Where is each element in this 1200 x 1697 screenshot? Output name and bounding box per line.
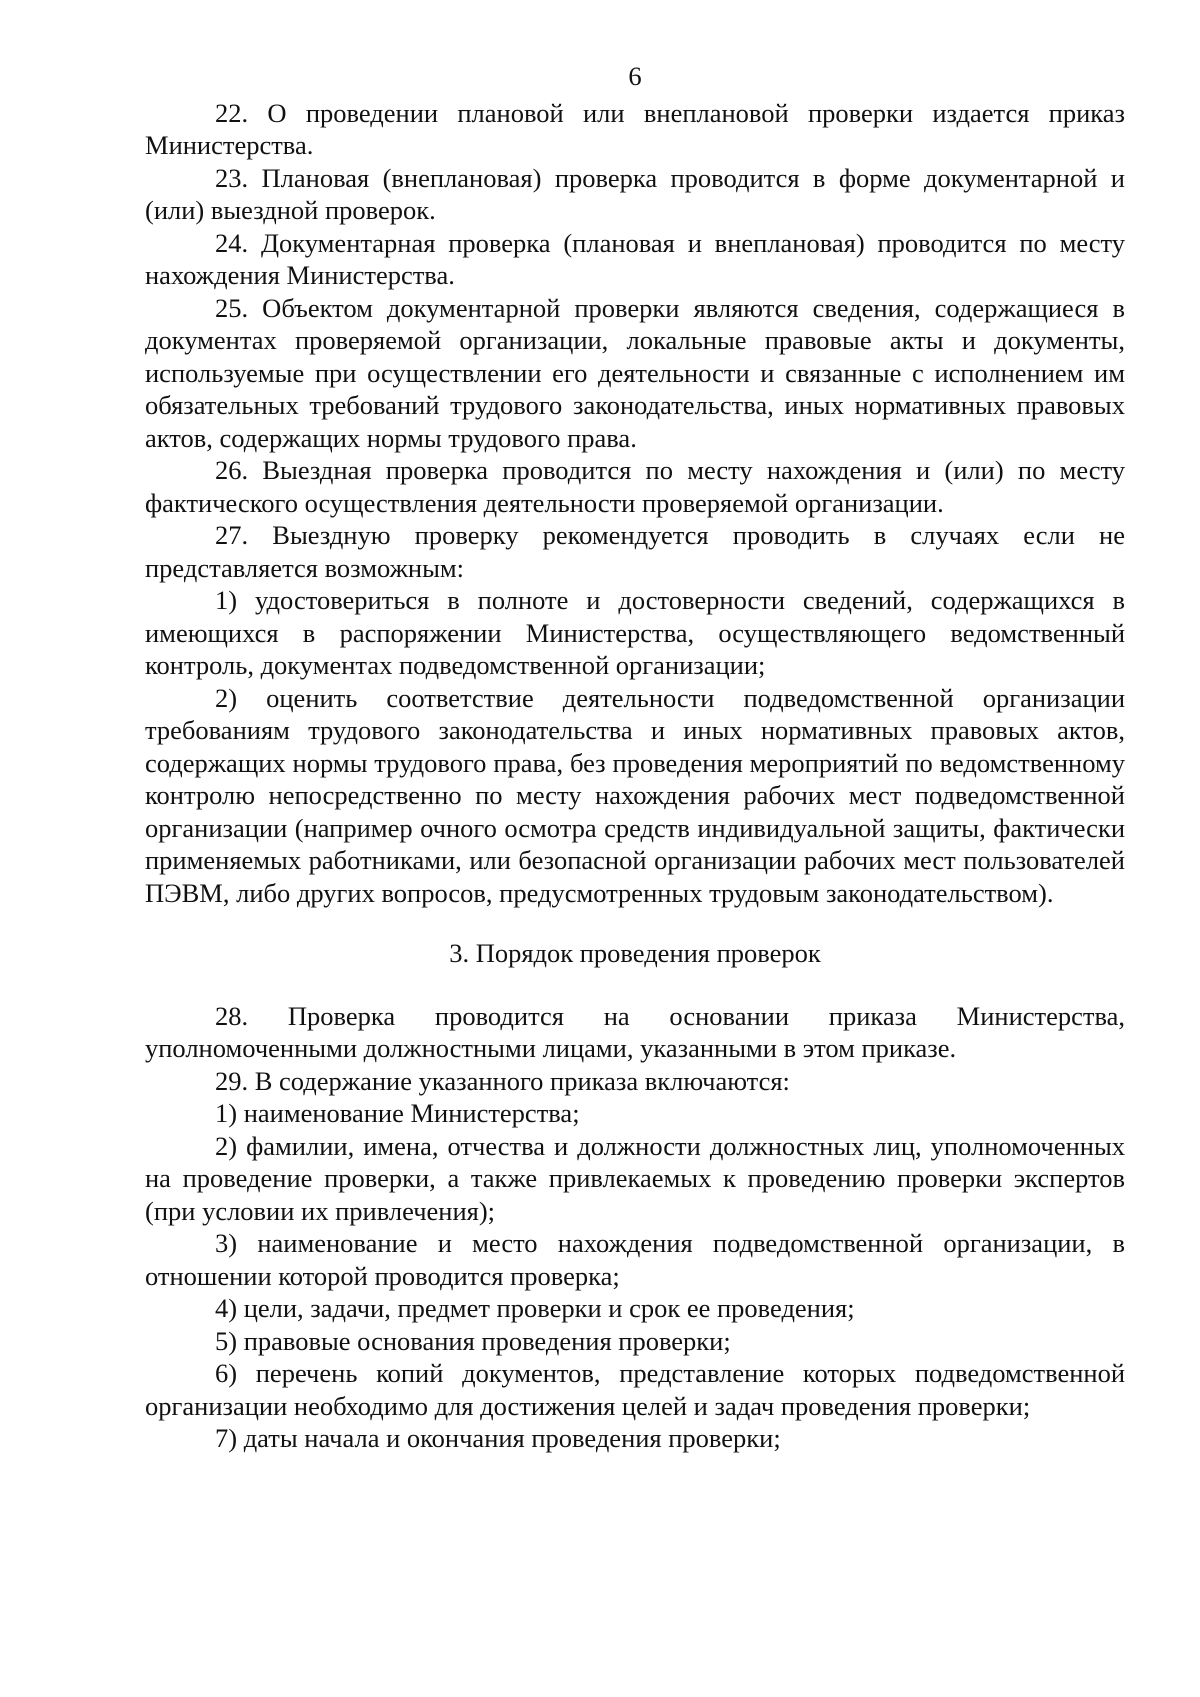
paragraph-26: 26. Выездная проверка проводится по месту нахождения и (или) по месту фактического осуществления деятельности проверяемой организации. [145, 455, 1125, 518]
paragraph-25: 25. Объектом документарной проверки являются сведения, содержащиеся в документах проверяемой организации, локальные правовые акты и документы, используемые при осуществлении его деятельности и связанные с исполнением им обязательных требований трудового законодательства, иных нормативных правовых актов, содержащих нормы трудового права. [145, 292, 1125, 453]
paragraph-29-item-1: 1) наименование Министерства; [215, 1098, 580, 1128]
paragraph-27-item-1: 1) удостовериться в полноте и достоверности сведений, содержащихся в имеющихся в распоряжении Министерства, осуществляющего ведомственный контроль, документах подведомственной организации; [145, 585, 1125, 680]
paragraph-29-item-3: 3) наименование и место нахождения подведомственной организации, в отношении которой проводится проверка; [145, 1228, 1125, 1291]
paragraph-22: 22. О проведении плановой или внеплановой проверки издается приказ Министерства. [145, 97, 1125, 160]
paragraph-29-item-4: 4) цели, задачи, предмет проверки и срок ее проведения; [215, 1293, 855, 1323]
paragraph-28: 28. Проверка проводится на основании приказа Министерства, уполномоченными должностными лицами, указанными в этом приказе. [145, 1000, 1125, 1063]
paragraph-27: 27. Выездную проверку рекомендуется проводить в случаях если не представляется возможным: [145, 520, 1125, 583]
document-page [145, 60, 1125, 1455]
paragraph-27-item-2: 2) оценить соответствие деятельности подведомственной организации требованиям трудового законодательства и иных нормативных правовых актов, содержащих нормы трудового права, без проведения мероприятий по ведомственному контролю непосредственно по месту нахождения рабочих мест подведомственной организации (например очного осмотра средств индивидуальной защиты, фактически применяемых работниками, или безопасной организации рабочих мест пользователей ПЭВМ, либо других вопросов, предусмотренных трудовым законодательством). [145, 682, 1125, 908]
paragraph-29-item-7: 7) даты начала и окончания проведения проверки; [215, 1423, 781, 1453]
paragraph-29-item-2: 2) фамилии, имена, отчества и должности должностных лиц, уполномоченных на проведение проверки, а также привлекаемых к проведению проверки экспертов (при условии их привлечения); [145, 1130, 1125, 1226]
paragraph-29-item-6: 6) перечень копий документов, представление которых подведомственной организации необходимо для достижения целей и задач проведения проверки; [145, 1358, 1125, 1421]
paragraph-29-item-5: 5) правовые основания проведения проверки; [215, 1325, 731, 1356]
paragraph-24: 24. Документарная проверка (плановая и внеплановая) проводится по месту нахождения Министерства. [145, 227, 1125, 290]
paragraph-29: 29. В содержание указанного приказа включаются: [215, 1065, 790, 1096]
paragraph-23: 23. Плановая (внеплановая) проверка проводится в форме документарной и (или) выездной проверок. [145, 162, 1125, 225]
section-heading: 3. Порядок проведения проверок [449, 938, 821, 968]
page-number: 6 [628, 61, 642, 91]
